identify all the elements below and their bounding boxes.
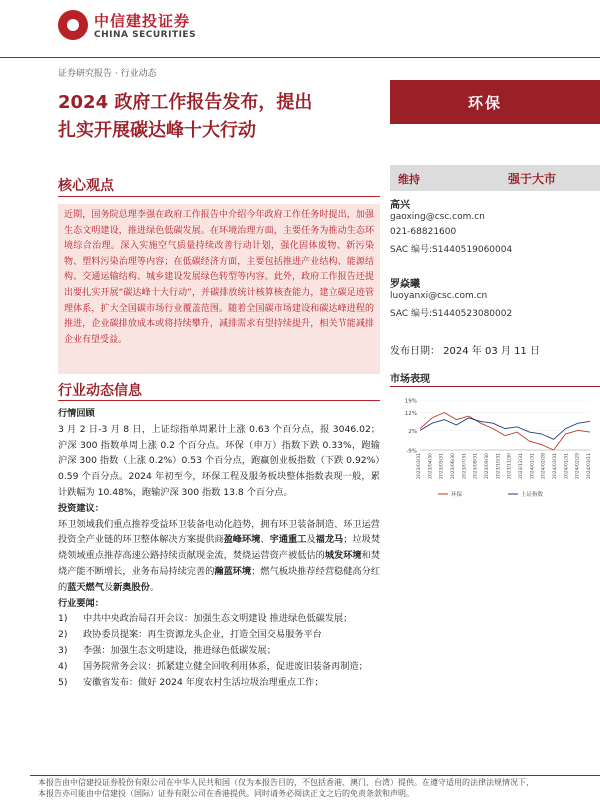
stock-name: 蓝天燃气	[67, 581, 104, 593]
market-divider	[390, 386, 600, 387]
market-performance-title: 市场表现	[390, 374, 430, 385]
analyst-email[interactable]: luoyanxi@csc.com.cn	[390, 291, 488, 301]
x-tick-label: 2024/02/29	[575, 453, 581, 479]
industry-body	[58, 406, 380, 690]
stock-name: 宇通重工	[269, 534, 307, 546]
x-tick-label: 2023/11/30	[507, 453, 513, 479]
x-tick-label: 2023/04/30	[428, 453, 434, 479]
x-tick-label: 2024/02/28	[541, 453, 547, 479]
report-title-line1: 2024 政府工作报告发布，提出	[58, 92, 313, 113]
legend-label-env: 环保	[451, 492, 463, 498]
x-tick-label: 2023/05/31	[439, 453, 445, 479]
news-item: 3) 李强：加强生态文明建设，推进绿色低碳发展；	[58, 644, 276, 656]
x-tick-label: 2023/07/31	[462, 453, 468, 479]
core-view-title: 核心观点	[58, 178, 114, 194]
report-title-line2: 扎实开展碳达峰十大行动	[58, 120, 256, 141]
report-series: 证券研究报告 · 行业动态	[58, 69, 157, 79]
rating-value: 强于大市	[508, 172, 557, 186]
analyst-sac: SAC 编号:S1440523080002	[390, 309, 513, 319]
analyst-name: 高兴	[390, 200, 410, 211]
logo-en-text: CHINA SECURITIES	[94, 30, 197, 40]
news-item: 4) 国务院常务会议：抓紧建立健全回收利用体系，促进废旧装备再制造；	[58, 660, 368, 672]
analyst-email[interactable]: gaoxing@csc.com.cn	[390, 212, 485, 222]
publish-date: 发布日期： 2024 年 03 月 11 日	[390, 346, 540, 357]
series-line-env	[420, 413, 590, 451]
x-tick-label: 2023/03/31	[417, 453, 422, 479]
rating-bar	[390, 165, 600, 191]
x-tick-label: 2023/08/31	[473, 453, 479, 479]
analyst-phone: 021-68821600	[390, 227, 457, 237]
sector-label: 环保	[468, 94, 503, 112]
analyst-name: 罗焱曦	[390, 279, 420, 290]
analyst-sac: SAC 编号:S1440519060004	[390, 245, 513, 255]
news-item: 2) 政协委员提案：再生资源龙头企业，打造全国交易服务平台	[58, 629, 322, 641]
stock-name: 瀚蓝环境	[214, 565, 252, 577]
industry-divider	[58, 400, 380, 401]
legend-label-sh: 上证指数	[521, 492, 544, 498]
stock-name: 福龙马	[315, 534, 344, 546]
review-text: 3 月 2 日-3 月 8 日，上证综指单周累计上涨 0.63 个百分点，报 3046.02；沪深 300 指数单周上涨 0.2 个百分点。环保（申万）指数下跌 0.33%，跑输沪深 300 指数（上涨 0.2%）0.53 个百分点，跑赢创业板指数（下跌 0.92%）0.59 个百分点。2024 年初至今，环保工程及服务板块整体指数表现一般，累计跌幅为 10.48%，跑输沪深 300 指数 13.8 个百分点。	[58, 423, 380, 498]
footer-divider	[30, 775, 600, 776]
market-performance-chart	[390, 392, 600, 502]
news-item: 5) 安徽省发布：做好 2024 年度农村生活垃圾治理重点工作；	[58, 676, 324, 688]
industry-title: 行业动态信息	[58, 383, 142, 399]
logo-emblem-icon	[58, 10, 88, 40]
y-tick-label: 2%	[408, 428, 417, 435]
core-view-box	[58, 204, 380, 374]
company-logo	[58, 10, 218, 50]
x-tick-label: 2024/03/31	[553, 453, 558, 479]
footer-line: 本报告亦可能由中信建投（国际）证券有限公司在香港提供。同时请务必阅读正文之后的免责条款和声明。	[38, 789, 414, 798]
logo-cn-text: 中信建投证券	[94, 12, 191, 30]
y-tick-label: 12%	[404, 411, 417, 417]
stock-name: 盈峰环境	[223, 534, 261, 546]
footer-line: 本报告由中信建投证券股份有限公司在中华人民共和国（仅为本报告目的，不包括香港、澳门、台湾）提供。在遵守适用的法律法规情况下，	[38, 778, 534, 787]
stock-name: 城发环境	[324, 550, 362, 562]
y-tick-label: -9%	[406, 448, 417, 455]
x-tick-label: 2023/10/31	[496, 453, 502, 479]
review-subtitle: 行情回顾	[58, 408, 95, 419]
core-view-divider	[58, 196, 380, 197]
news-item: 1) 中共中央政治局召开会议：加强生态文明建设 推进绿色低碳发展；	[58, 613, 353, 625]
header-divider	[0, 57, 600, 58]
rating-action: 维持	[398, 173, 420, 186]
x-tick-label: 2023/06/30	[451, 453, 456, 479]
x-tick-label: 2024/01/31	[530, 453, 536, 479]
core-view-text: 近期，国务院总理李强在政府工作报告中介绍今年政府工作任务时提出，加强生态文明建设，推进绿色低碳发展。在环境治理方面，主要任务为推动生态环境综合治理。深入实施空气质量持续改善行动计划，强化固体废物、新污染物、塑料污染治理等内容；在低碳经济方面，主要包括推进产业结构、能源结构、交通运输结构、城乡建设发展绿色转型等内容。此外，政府工作报告还提出要扎实开展“碳达峰十大行动”，并碳排放统计核算核查能力，建立碳足迹管理体系，扩大全国碳市场行业覆盖范围。随着全国碳市场建设和碳达峰进程的推进，企业碳排放成本或将持续攀升，减排需求有望持续提升，相关节能减排企业有望受益。	[64, 210, 374, 345]
x-tick-label: 2023/12/31	[519, 453, 524, 479]
footer-disclaimer	[38, 777, 600, 799]
advice-subtitle: 投资建议：	[58, 502, 104, 514]
y-tick-label: 19%	[404, 398, 417, 405]
news-subtitle: 行业要闻：	[58, 597, 104, 609]
sector-banner	[390, 80, 600, 124]
stock-name: 新奥股份	[113, 581, 150, 593]
x-tick-label: 2024/03/11	[587, 453, 592, 479]
x-tick-label: 2023/09/30	[485, 453, 490, 479]
advice-text: 环卫领域我们重点推荐受益环卫装备电动化趋势，拥有环卫装备制造、环卫运营投资全产业链的环卫整体解决方案提供商盈峰环境、宇通重工及福龙马；垃圾焚烧领域重点推荐高速公路持续贡献现金流，焚烧运营资产被低估的城发环境和焚烧产能不断增长，业务布局持续完善的瀚蓝环境；燃气板块推荐经营稳健高分红的蓝天燃气及新奥股份。	[58, 518, 381, 593]
x-tick-label: 2024/01/31	[564, 453, 570, 479]
